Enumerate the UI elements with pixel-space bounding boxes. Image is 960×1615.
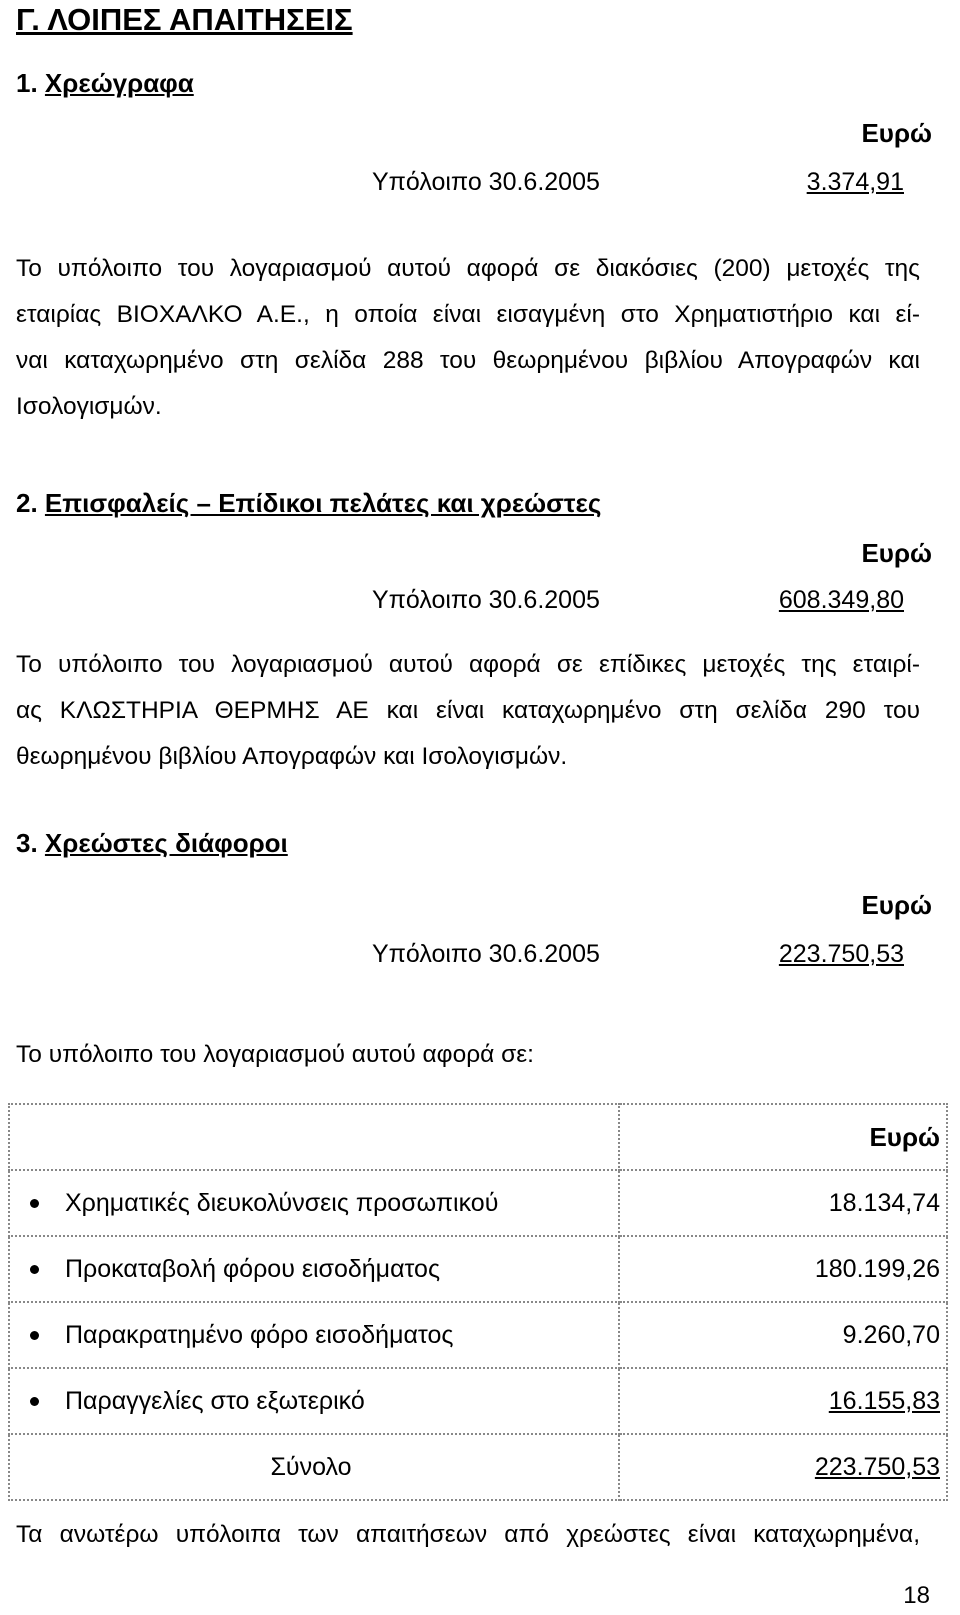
- table-header-row: [9, 1104, 947, 1170]
- table-row: [9, 1368, 947, 1434]
- table-row: [9, 1236, 947, 1302]
- table-row: [9, 1170, 947, 1236]
- row-amount: 180.199,26: [619, 1236, 947, 1302]
- table-total-row: [9, 1434, 947, 1500]
- row-label: Παρακρατημένο φόρο εισοδήματος: [65, 1320, 454, 1349]
- page-number: 18: [903, 1582, 930, 1609]
- page-heading: Γ. ΛΟΙΠΕΣ ΑΠΑΙΤΗΣΕΙΣ: [16, 2, 353, 37]
- total-label: Σύνολο: [9, 1434, 619, 1500]
- row-label: Χρηματικές διευκολύνσεις προσωπικού: [65, 1188, 499, 1217]
- section-2-paragraph: [16, 642, 920, 780]
- paragraph-line: Τα ανωτέρω υπόλοιπα των απαιτήσεων από χρεώστες είναι καταχωρημένα,: [16, 1521, 920, 1548]
- section-2-balance-value: 608.349,80: [778, 586, 904, 614]
- row-label: Παραγγελίες στο εξωτερικό: [65, 1386, 365, 1415]
- row-amount: 18.134,74: [619, 1170, 947, 1236]
- section-1-balance-value: 3.374,91: [806, 168, 904, 196]
- section-3-currency: Ευρώ: [861, 890, 932, 920]
- paragraph-line: ας ΚΛΩΣΤΗΡΙΑ ΘΕΡΜΗΣ ΑΕ και είναι καταχωρημένο στη σελίδα 290 του: [16, 697, 920, 724]
- row-amount: 16.155,83: [619, 1368, 947, 1434]
- section-1-heading: [16, 68, 194, 99]
- closing-paragraph: [16, 1512, 920, 1558]
- section-2-balance-label: Υπόλοιπο 30.6.2005: [372, 586, 600, 614]
- paragraph-line: Το υπόλοιπο του λογαριασμού αυτού αφορά σε επίδικες μετοχές της εταιρί-: [16, 651, 920, 678]
- section-3-number: 3.: [16, 828, 38, 858]
- table-row: [9, 1302, 947, 1368]
- paragraph-line: Το υπόλοιπο του λογαριασμού αυτού αφορά σε διακόσιες (200) μετοχές της: [16, 255, 920, 282]
- section-1-balance-label: Υπόλοιπο 30.6.2005: [372, 168, 600, 196]
- allocation-table: [8, 1103, 948, 1501]
- bullet-icon: [30, 1199, 39, 1208]
- row-label: Προκαταβολή φόρου εισοδήματος: [65, 1254, 440, 1283]
- section-1-number: 1.: [16, 68, 38, 98]
- section-1-title: Χρεώγραφα: [44, 68, 194, 98]
- paragraph-line: εταιρίας ΒΙΟΧΑΛΚΟ Α.Ε., η οποία είναι εισαγμένη στο Χρηματιστήριο και εί-: [16, 301, 920, 328]
- section-3-balance-value: 223.750,53: [778, 940, 904, 968]
- total-amount: 223.750,53: [619, 1434, 947, 1500]
- section-3-title: Χρεώστες διάφοροι: [44, 828, 288, 858]
- section-1-currency: Ευρώ: [861, 118, 932, 148]
- section-3-heading: [16, 828, 288, 859]
- section-3-intro: Το υπόλοιπο του λογαριασμού αυτού αφορά σε:: [16, 1041, 534, 1068]
- table-currency-header: Ευρώ: [619, 1104, 947, 1170]
- section-2-number: 2.: [16, 488, 38, 518]
- row-amount: 9.260,70: [619, 1302, 947, 1368]
- paragraph-line: ναι καταχωρημένο στη σελίδα 288 του θεωρημένου βιβλίου Απογραφών και: [16, 347, 920, 374]
- section-3-balance-label: Υπόλοιπο 30.6.2005: [372, 940, 600, 968]
- section-2-currency: Ευρώ: [861, 538, 932, 568]
- bullet-icon: [30, 1331, 39, 1340]
- bullet-icon: [30, 1265, 39, 1274]
- section-2-heading: [16, 488, 601, 519]
- bullet-icon: [30, 1397, 39, 1406]
- paragraph-line: θεωρημένου βιβλίου Απογραφών και Ισολογισμών.: [16, 743, 568, 770]
- paragraph-line: Ισολογισμών.: [16, 393, 162, 420]
- section-2-title: Επισφαλείς – Επίδικοι πελάτες και χρεώστες: [44, 488, 602, 518]
- section-1-paragraph: [16, 246, 920, 430]
